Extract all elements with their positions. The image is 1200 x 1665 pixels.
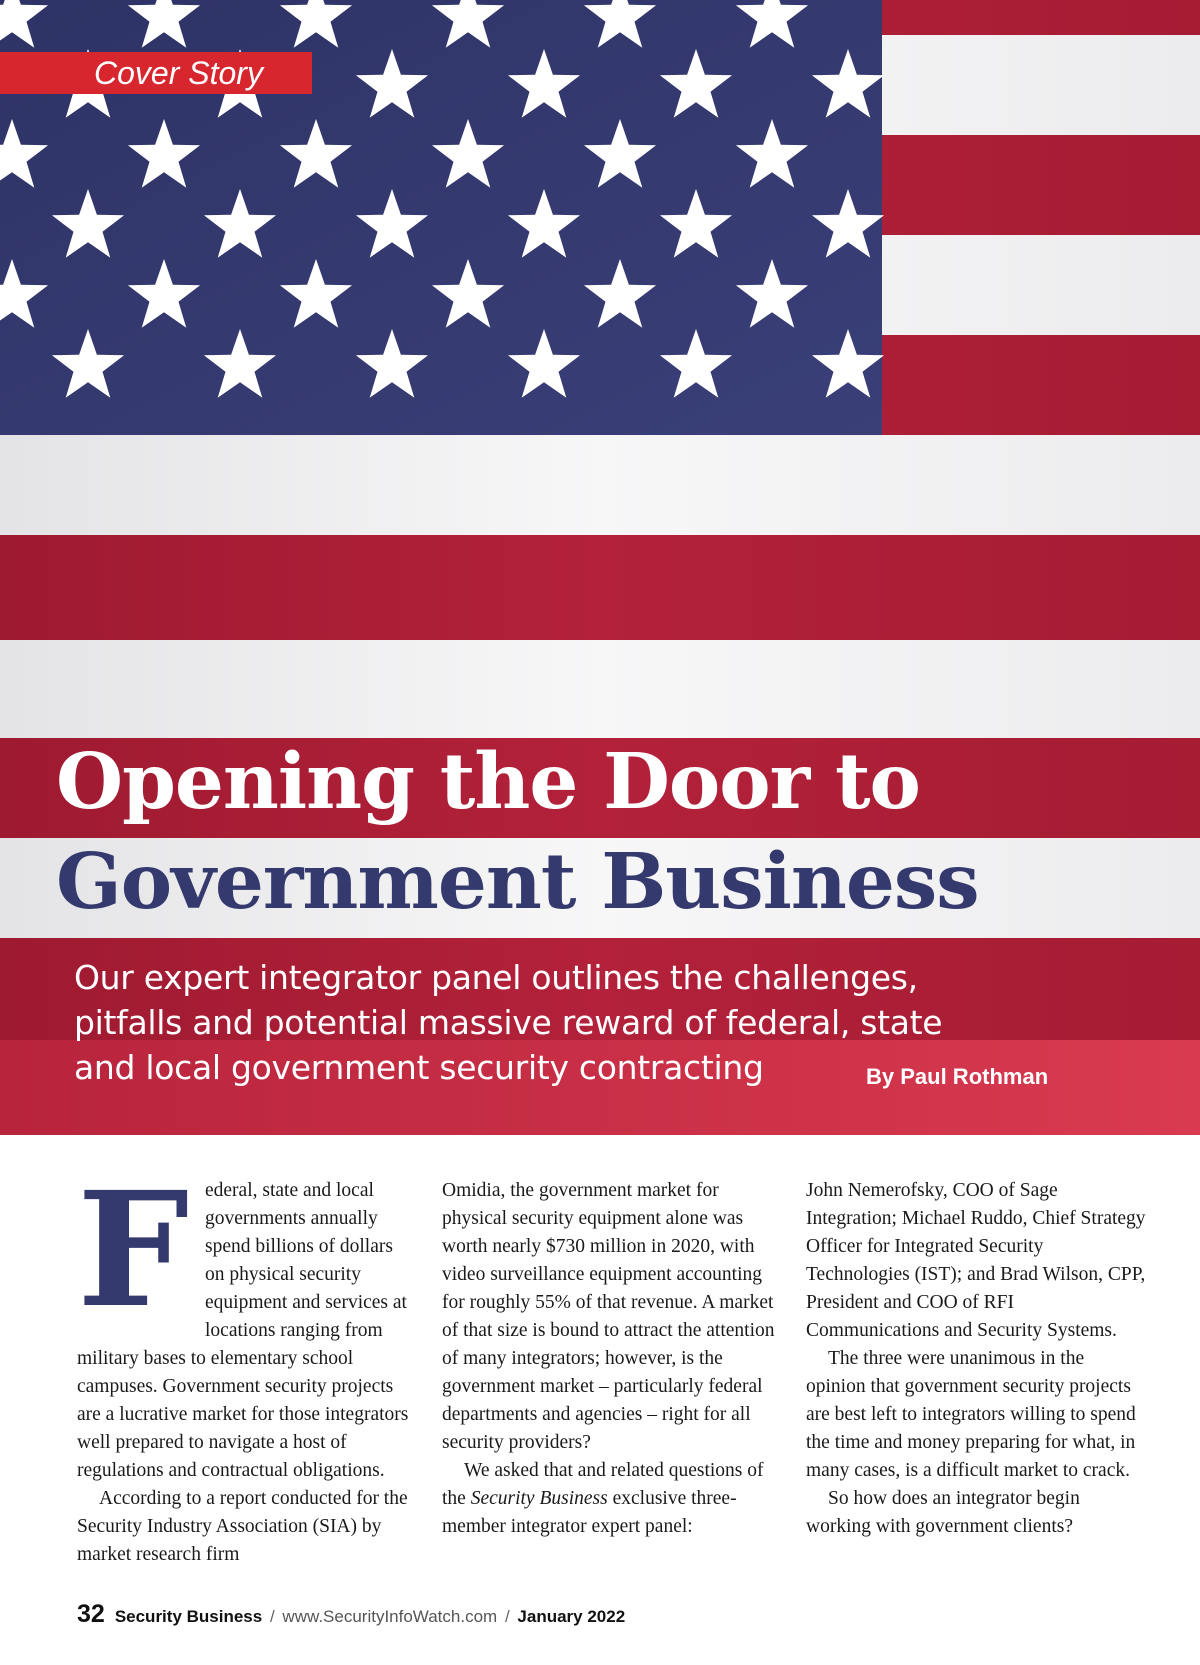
deck-line: pitfalls and potential massive reward of federal, state <box>74 1003 943 1042</box>
section-tag <box>0 52 312 94</box>
footer-url: www.SecurityInfoWatch.com <box>282 1607 498 1626</box>
body-paragraph: According to a report conducted for the Security Industry Association (SIA) by market research firm <box>77 1488 408 1565</box>
headline-line-2: Government Business <box>56 837 979 927</box>
deck-line: and local government security contracting <box>74 1048 764 1087</box>
body-column-2 <box>442 1177 782 1541</box>
headline <box>56 732 979 932</box>
headline-line-1: Opening the Door to <box>56 737 920 827</box>
body-text: exclusive three-member integrator expert panel: <box>442 1488 737 1537</box>
body-column-1 <box>77 1158 417 1569</box>
deck-line: Our expert integrator panel outlines the challenges, <box>74 958 918 997</box>
body-paragraph: The three were unanimous in the opinion that government security projects are best left to integrators willing to spend the time and money preparing for what, in many cases, is a difficult market to crack. <box>806 1348 1136 1481</box>
body-paragraph: Omidia, the government market for physical security equipment alone was worth nearly $730 million in 2020, with video surveillance equipment accounting for roughly 55% of that revenue. A market of that size is bound to attract the attention of many integrators; however, is the government market – particularly federal departments and agencies – right for all security providers? <box>442 1180 775 1453</box>
drop-cap: F <box>77 1158 190 1343</box>
body-paragraph: So how does an integrator begin working with government clients? <box>806 1488 1080 1537</box>
body-column-3 <box>806 1177 1146 1541</box>
flag-white-stripe <box>0 435 1200 535</box>
footer-separator: / <box>269 1607 275 1626</box>
publication-name: Security Business <box>470 1488 608 1509</box>
byline: By Paul Rothman <box>866 1064 1049 1089</box>
footer-separator: / <box>504 1607 510 1626</box>
body-paragraph <box>442 1457 782 1541</box>
page-footer <box>77 1600 625 1629</box>
footer-date: January 2022 <box>517 1607 626 1626</box>
page-number: 32 <box>77 1600 105 1628</box>
flag-white-stripe <box>0 640 1200 738</box>
body-text: We asked that and related questions of the <box>442 1460 764 1509</box>
body-paragraph: ederal, state and local governments annually spend billions of dollars on physical security equipment and services at locations ranging from military bases to elementary school campuses. Government security projects are a lucrative market for those integrators well prepared to navigate a host of regulations and contractual obligations. <box>77 1180 409 1481</box>
footer-publication: Security Business <box>114 1607 263 1626</box>
section-tag-label: Cover Story <box>94 55 263 91</box>
flag-red-stripe <box>0 535 1200 640</box>
body-paragraph: John Nemerofsky, COO of Sage Integration; Michael Ruddo, Chief Strategy Officer for Integrated Security Technologies (IST); and Brad Wilson, CPP, President and COO of RFI Communications and Security Systems. <box>806 1180 1146 1341</box>
